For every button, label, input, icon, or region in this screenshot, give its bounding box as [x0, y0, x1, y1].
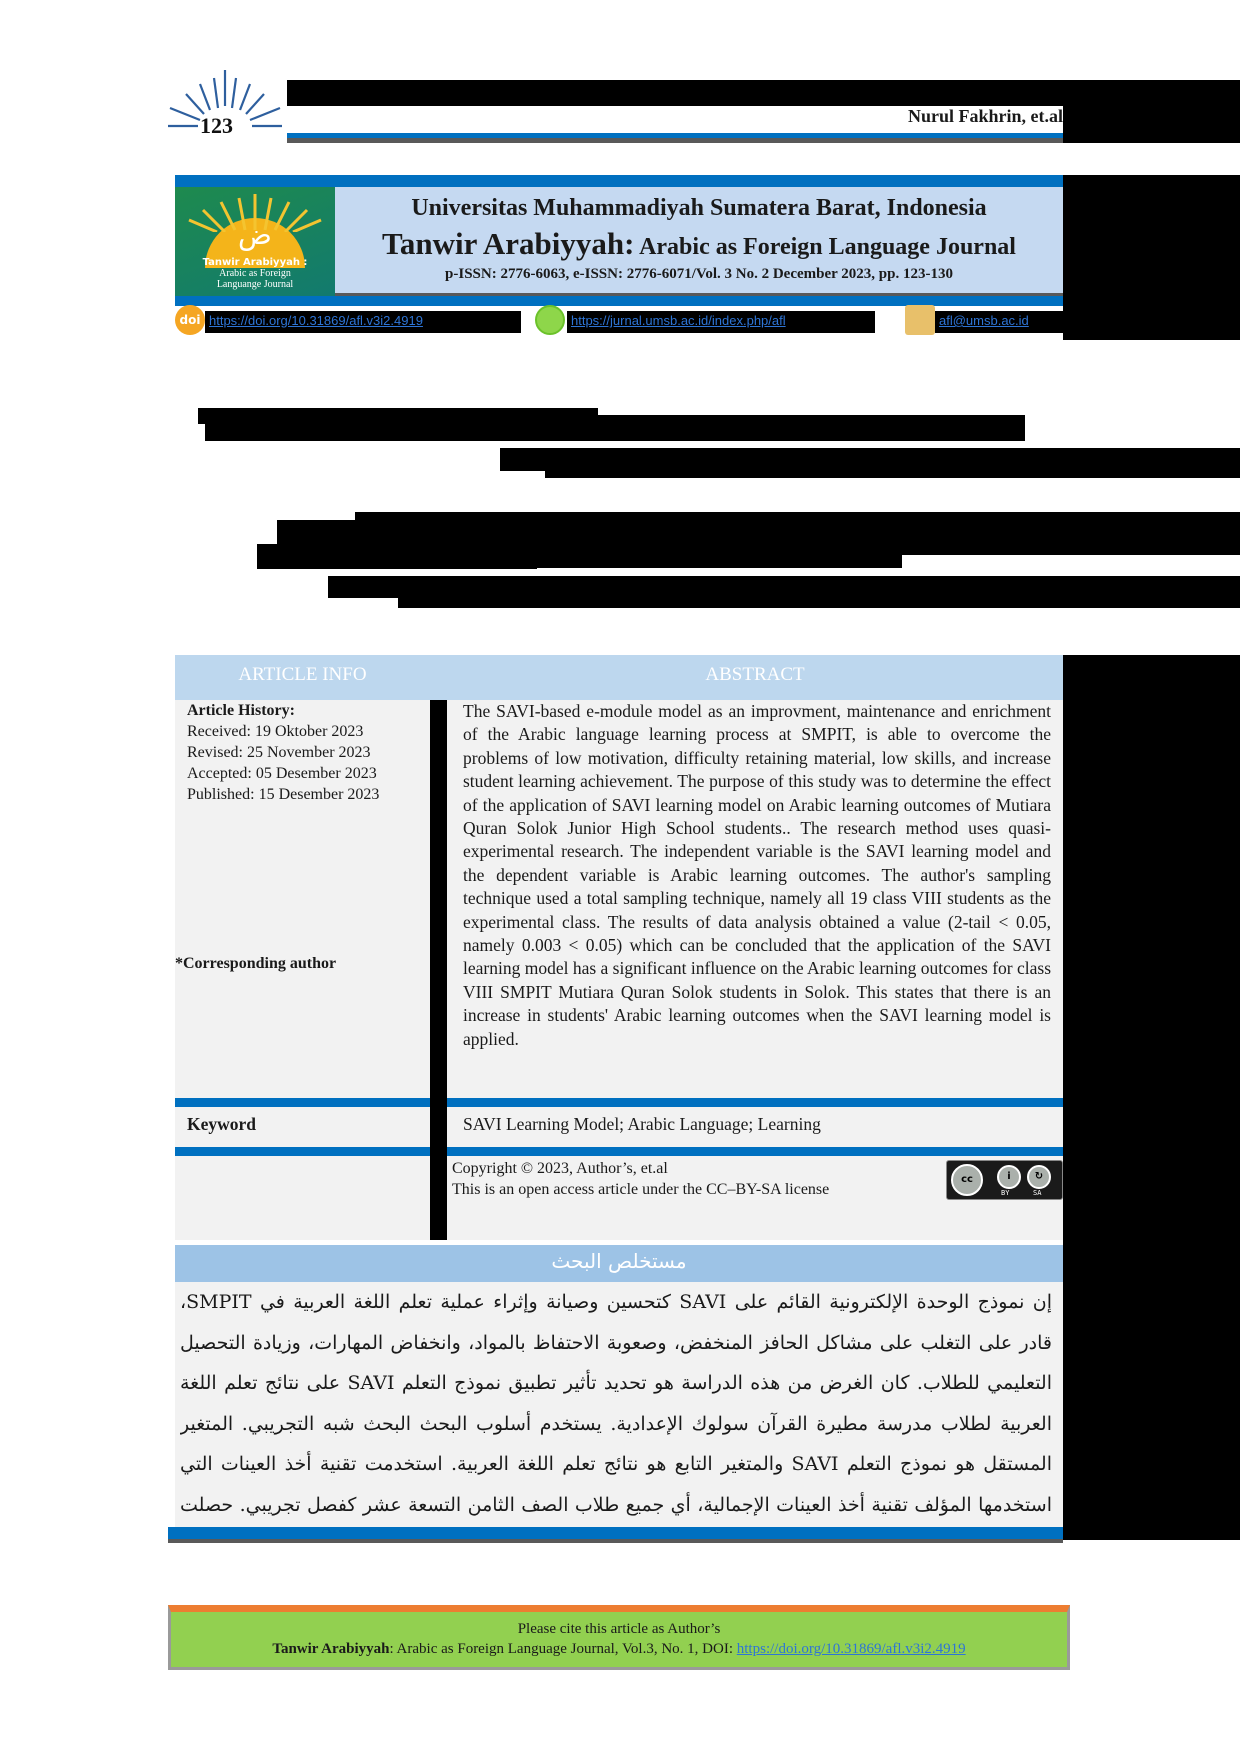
keyword-rule-bottom — [175, 1147, 1063, 1156]
column-separator — [430, 1098, 447, 1240]
issn-line: p-ISSN: 2776-6063, e-ISSN: 2776-6071/Vol. 3 No. 2 December 2023, pp. 123-130 — [445, 266, 953, 282]
sa-label: SA — [1033, 1189, 1042, 1197]
citation-details: : Arabic as Foreign Language Journal, Vol.3, No. 1, DOI: — [389, 1641, 737, 1657]
cc-icon: cc — [951, 1164, 983, 1196]
website-icon — [535, 305, 565, 335]
journal-title-main: Tanwir Arabiyyah: — [382, 226, 635, 261]
history-accepted: Accepted: 05 Desember 2023 — [187, 765, 377, 782]
university-name: Universitas Muhammadiyah Sumatera Barat, Indonesia — [411, 195, 987, 221]
by-label: BY — [1001, 1189, 1010, 1197]
arabic-abstract-text: إن نموذج الوحدة الإلكترونية القائم على SAVI كتحسين وصيانة وإثراء عملية تعلم اللغة العربية في SMPIT، قادر على التغلب على مشاكل الحافز المنخفض، وصعوبة الاحتفاظ بالمواد، وانخفاض المهارات، وزيادة التحصيل التعليمي للطلاب. كان الغرض من هذه الدراسة هو تحديد تأثير تطبيق نموذج التعلم SAVI على نتائج تعلم اللغة العربية لطلاب مدرسة مطيرة القرآن سولوك الإعدادية. يستخدم أسلوب البحث البحث شبه التجريبي. المتغير المستقل هو نموذج التعلم SAVI والمتغير التابع هو نتائج تعلم اللغة العربية. استخدمت تقنية أخذ العينات التي استخدمها المؤلف تقنية أخذ العينات الإجمالية، أي جميع طلاب الصف الثامن التسعة عشر كفصل تجريبي. حصلت — [180, 1291, 1052, 1516]
running-author: Nurul Fakhrin, et.al — [907, 106, 1063, 126]
citation-doi-link[interactable]: https://doi.org/10.31869/afl.v3i2.4919 — [736, 1641, 966, 1657]
redaction-block — [1063, 306, 1240, 340]
logo-text-lines — [175, 268, 335, 290]
logo-arabic-letter: ض — [238, 218, 272, 251]
redaction-block — [1063, 175, 1240, 306]
citation-journal-name: Tanwir Arabiyyah — [272, 1641, 390, 1657]
redaction-block — [1063, 80, 1240, 143]
abstract-heading: ABSTRACT — [705, 664, 805, 685]
journal-title-sub: Arabic as Foreign Language Journal — [634, 234, 1016, 260]
history-received: Received: 19 Oktober 2023 — [187, 723, 364, 740]
copyright-notice — [452, 1158, 829, 1200]
corresponding-author-label: *Corresponding author — [175, 955, 337, 972]
redaction-block — [1063, 1240, 1240, 1540]
arabic-abstract-bottom-bar — [168, 1527, 1063, 1543]
history-published: Published: 15 Desember 2023 — [187, 786, 380, 803]
article-history-label: Article History: — [187, 702, 295, 719]
page-number: 123 — [200, 113, 233, 138]
history-revised: Revised: 25 November 2023 — [187, 744, 371, 761]
copyright-line: Copyright © 2023, Author’s, et.al — [452, 1160, 668, 1177]
citation-line — [168, 1641, 1070, 1658]
attribution-icon: i — [997, 1165, 1021, 1189]
cc-by-sa-badge[interactable] — [946, 1160, 1063, 1200]
journal-title — [335, 226, 1063, 262]
arabic-abstract-heading: مستخلص البحث — [551, 1249, 687, 1273]
doi-icon: doi — [175, 305, 205, 335]
abstract-text: The SAVI-based e-module model as an improvment, maintenance and enrichment of the Arabic language learning process at SMPIT, is able to overcome the problems of low motivation, difficulty retaining material, low skills, and increase student learning achievement. The purpose of this study was to determine the effect of the application of SAVI learning model on Arabic learning outcomes of Mutiara Quran Solok Junior High School students.. The research method uses quasi-experimental research. The independent variable is the SAVI learning model and the dependent variable is Arabic learning outcomes. The author's sampling technique used a total sampling technique, namely all 19 class VIII students as the experimental class. The results of data analysis obtained a value (2-tail < 0.05, namely 0.003 < 0.05) which can be concluded that the application of the SAVI learning model has a significant influence on the Arabic learning outcomes for class VIII SMPIT Mutiara Quran Solok students in Solok. This states that there is an increase in students' Arabic learning outcomes when the SAVI learning model is applied. — [463, 701, 1052, 1049]
redaction-block — [1063, 655, 1240, 1240]
article-info-heading: ARTICLE INFO — [238, 664, 367, 685]
keyword-label: Keyword — [187, 1114, 257, 1134]
share-alike-icon: ↻ — [1027, 1165, 1051, 1189]
logo-text-line2: Arabic as Foreign — [219, 268, 291, 279]
citation-prompt: Please cite this article as Author’s — [517, 1621, 721, 1637]
email-icon — [905, 305, 935, 335]
email-link[interactable]: afl@umsb.ac.id — [939, 313, 1029, 328]
keyword-rule-top — [175, 1098, 1063, 1107]
links-row — [175, 305, 1063, 341]
logo-text-line1: Tanwir Arabiyyah : — [202, 257, 308, 268]
logo-text-line3: Languange Journal — [216, 279, 294, 290]
journal-box-top-bar — [175, 175, 1063, 187]
header-rule-grey — [287, 138, 1063, 143]
keywords: SAVI Learning Model; Arabic Language; Learning — [463, 1114, 821, 1134]
license-line: This is an open access article under the CC–BY-SA license — [452, 1181, 830, 1198]
doi-link[interactable]: https://doi.org/10.31869/afl.v3i2.4919 — [209, 313, 423, 328]
journal-website-link[interactable]: https://jurnal.umsb.ac.id/index.php/afl — [571, 313, 786, 328]
article-history — [187, 700, 427, 805]
